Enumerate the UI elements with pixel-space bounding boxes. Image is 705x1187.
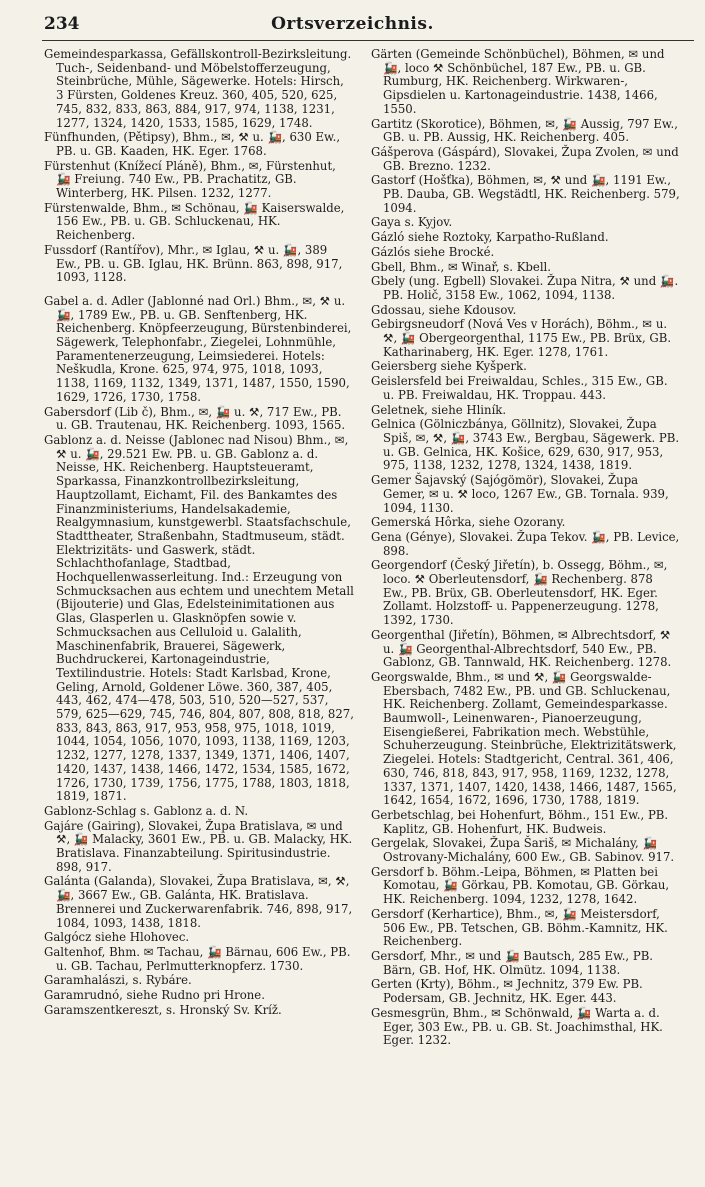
index-entry: Gerten (Krty), Böhm., ✉ Jechnitz, 379 Ew. PB. Podersam, GB. Jechnitz, HK. Eger. 443. xyxy=(371,977,647,1006)
index-entry: Georgswalde, Bhm., ✉ und ⚒, 🚂 Georgswalde-Ebersbach, 7482 Ew., PB. und GB. Schluckenau, HK. Reichenberg. Zollamt, Gemeindesparkasse. Baumwoll-, Leinenwaren-, Pianoerzeugung, Eisengießerei, Fabrikation mech. Webstühle, Schuherzeugung. Steinbrüche, Elektrizitätswerk, Ziegelei. Hotels: Stadtgericht, Central. 361, 406, 630, 746, 818, 843, 917, 958, 1169, 1232, 1278, 1337, 1371, 1407, 1420, 1438, 1466, 1487, 1565, 1642, 1654, 1672, 1696, 1730, 1788, 1819. xyxy=(371,669,681,808)
index-entry: Geislersfeld bei Freiwaldau, Schles., 315 Ew., GB. u. PB. Freiwaldau, HK. Troppau. 443. xyxy=(371,374,672,402)
index-entry: Garamszentkereszt, s. Hronský Sv. Kríž. xyxy=(44,1002,282,1017)
index-entry: Georgenthal (Jiřetín), Böhmen, ✉ Albrechtsdorf, ⚒ u. 🚂 Georgenthal-Albrechtsdorf, 540 Ew., PB. Gablonz, GB. Tannwald, HK. Reichenberg. 1278. xyxy=(371,627,675,670)
left-column xyxy=(44,47,358,1019)
index-entry: Gebirgsneudorf (Nová Ves v Horách), Böhm., ✉ u. ⚒, 🚂 Obergeorgenthal, 1175 Ew., PB. Brüx, GB. Katharinaberg, HK. Eger. 1278, 1761. xyxy=(371,317,675,359)
index-entry: Gartitz (Skorotice), Böhmen, ✉, 🚂 Aussig, 797 Ew., GB. u. PB. Aussig, HK. Reichenberg. 405. xyxy=(371,116,682,145)
index-entry: Gbely (ung. Egbell) Slovakei. Župa Nitra, ⚒ und 🚂. PB. Holič, 3158 Ew., 1062, 1094, 1138. xyxy=(371,274,682,302)
index-entry: Fürstenhut (Knížecí Pláně), Bhm., ✉, Fürstenhut, 🚂 Freiung. 740 Ew., PB. Prachatitz, GB. Winterberg, HK. Pilsen. 1232, 1277. xyxy=(44,158,340,201)
right-column xyxy=(371,47,684,1049)
index-entry: Gajáre (Gairing), Slovakei, Župa Bratislava, ✉ und ⚒, 🚂 Malacky, 3601 Ew., PB. u. GB. Malacky, HK. Bratislava. Finanzabteilung. Spiritusindustrie. 898, 917. xyxy=(44,818,356,874)
index-entry: Galgócz siehe Hlohovec. xyxy=(44,930,190,945)
index-entry: Geletnek, siehe Hliník. xyxy=(371,402,507,417)
index-entry: Gersdorf b. Böhm.-Leipa, Böhmen, ✉ Platten bei Komotau, 🚂 Görkau, PB. Komotau, GB. Görkau, HK. Reichenberg. 1094, 1232, 1278, 1642. xyxy=(371,864,673,907)
index-entry: Gemer Šajavský (Sajógömör), Slovakei, Župa Gemer, ✉ u. ⚒ loco, 1267 Ew., GB. Tornala. 939, 1094, 1130. xyxy=(371,473,673,515)
page-title: Ortsverzeichnis. xyxy=(271,14,434,34)
index-entry: Gabel a. d. Adler (Jablonné nad Orl.) Bhm., ✉, ⚒ u. 🚂, 1789 Ew., PB. u. GB. Senftenberg, HK. Reichenberg. Knöpfeerzeugung, Bürstenbinderei, Sägewerk, Telephonfabr., Ziegelei, Lohnmühle, Paramentenerzeugung, Leimsiederei. Hotels: Neškudla, Krone. 625, 974, 975, 1018, 1093, 1138, 1169, 1132, 1349, 1371, 1487, 1550, 1590, 1629, 1726, 1730, 1758. xyxy=(44,293,356,404)
index-entry: Gabersdorf (Lib č), Bhm., ✉, 🚂 u. ⚒, 717 Ew., PB. u. GB. Trautenau, HK. Reichenberg. 1093, 1565. xyxy=(44,404,346,433)
index-entry: Gersdorf, Mhr., ✉ und 🚂 Bautsch, 285 Ew., PB. Bärn, GB. Hof, HK. Olmütz. 1094, 1138. xyxy=(371,949,657,977)
index-entry: Fünfhunden, (Pětipsy), Bhm., ✉, ⚒ u. 🚂, 630 Ew., PB. u. GB. Kaaden, HK. Eger. 1768. xyxy=(44,130,344,158)
index-entry: Fussdorf (Rantířov), Mhr., ✉ Iglau, ⚒ u. 🚂, 389 Ew., PB. u. GB. Iglau, HK. Brünn. 863, 898, 917, 1093, 1128. xyxy=(44,242,347,285)
index-entry: Gersdorf (Kerhartice), Bhm., ✉, 🚂 Meistersdorf, 506 Ew., PB. Tetschen, GB. Böhm.-Kamnitz, HK. Reichenberg. xyxy=(371,906,672,949)
index-entry: Gesmesgrün, Bhm., ✉ Schönwald, 🚂 Warta a. d. Eger, 303 Ew., PB. u. GB. St. Joachimsthal, HK. Eger. 1232. xyxy=(371,1005,667,1048)
index-entry: Gemeindesparkassa, Gefällskontroll-Bezirksleitung. Tuch-, Seidenband- und Möbelstofferzeugung, Steinbrüche, Mühle, Sägewerke. Hotels: Hirsch, 3 Fürsten, Goldenes Kreuz. 360, 405, 520, 625, 745, 832, 833, 863, 884, 917, 974, 1138, 1231, 1277, 1324, 1420, 1533, 1585, 1629, 1748. xyxy=(44,47,355,130)
index-entry: Gelnica (Gölniczbánya, Göllnitz), Slovakei, Župa Spiš, ✉, ⚒, 🚂, 3743 Ew., Bergbau, Sägewerk. PB. u. GB. Gelnica, HK. Košice, 629, 630, 917, 953, 975, 1138, 1232, 1278, 1324, 1438, 1819. xyxy=(371,417,683,473)
index-entry: Gdossau, siehe Kdousov. xyxy=(371,302,517,317)
index-entry: Gášperova (Gáspárd), Slovakei, Župa Zvolen, ✉ und GB. Brezno. 1232. xyxy=(371,144,683,173)
index-entry: Gärten (Gemeinde Schönbüchel), Böhmen, ✉ und 🚂, loco ⚒ Schönbüchel, 187 Ew., PB. u. GB. Rumburg, HK. Reichenberg. Wirkwaren-, Gipsdielen u. Kartonageindustrie. 1438, 1466, 1550. xyxy=(371,47,669,116)
page-number: 234 xyxy=(44,14,80,34)
index-entry: Galtenhof, Bhm. ✉ Tachau, 🚂 Bärnau, 606 Ew., PB. u. GB. Tachau, Perlmutterknopferz. 1730. xyxy=(44,945,355,973)
index-entry: Garamrudnó, siehe Rudno pri Hrone. xyxy=(44,988,265,1003)
index-entry: Gablonz a. d. Neisse (Jablonec nad Nisou) Bhm., ✉, ⚒ u. 🚂, 29.521 Ew. PB. u. GB. Gablonz a. d. Neisse, HK. Reichenberg. Hauptsteueramt, Sparkassa, Finanzkontrollbezirksleitung, Hauptzollamt, Eichamt, Fil. des Bankamtes des Finanzministeriums, Handelsakademie, Realgymnasium, kunstgewerbl. Staatsfachschule, Stadttheater, Straßenbahn, Stadtmuseum, städt. Elektrizitäts- und Gaswerk, städt. Schlachthofanlage, Stadtbad, Hochquellenwasserleitung. Ind.: Erzeugung von Schmucksachen aus echtem und unechtem Metall (Bijouterie) und Glas, Edelsteinimitationen aus Glas, Glasperlen u. Glasknöpfen sowie v. Schmucksachen aus Celluloid u. Galalith, Maschinenfabrik, Brauerei, Sägewerk, Buchdruckerei, Kartonageindustrie, Textilindustrie. Hotels: Stadt Karlsbad, Krone, Geling, Arnold, Goldener Löwe. 360, 387, 405, 443, 462, 474—478, 503, 510, 520—527, 537, 579, 625—629, 745, 746, 804, 807, 808, 818, 827, 833, 843, 863, 917, 953, 958, 975, 1018, 1019, 1044, 1054, 1056, 1070, 1093, 1138, 1169, 1203, 1232, 1277, 1278, 1337, 1349, 1371, 1406, 1407, 1420, 1437, 1438, 1466, 1472, 1534, 1585, 1672, 1726, 1730, 1739, 1756, 1775, 1788, 1803, 1818, 1819, 1871. xyxy=(44,432,358,804)
index-entry: Gastorf (Hošťka), Böhmen, ✉, ⚒ und 🚂, 1191 Ew., PB. Dauba, GB. Wegstädtl, HK. Reichenberg. 579, 1094. xyxy=(371,173,684,215)
page-header xyxy=(0,8,705,36)
index-entry: Gerbetschlag, bei Hohenfurt, Böhm., 151 Ew., PB. Kaplitz, GB. Hohenfurt, HK. Budweis. xyxy=(371,807,672,836)
index-entry: Galánta (Galanda), Slovakei, Župa Bratislava, ✉, ⚒, 🚂, 3667 Ew., GB. Galánta, HK. Bratislava. Brennerei und Zuckerwarenfabrik. 746, 898, 917, 1084, 1093, 1438, 1818. xyxy=(44,874,356,930)
index-entry: Gena (Gényе), Slovakei. Župa Tekov. 🚂, PB. Levice, 898. xyxy=(371,529,683,558)
index-entry: Georgendorf (Český Jiřetín), b. Ossegg, Böhm., ✉, loco. ⚒ Oberleutensdorf, 🚂 Rechenberg. 878 Ew., PB. Brüx, GB. Oberleutensdorf, HK. Eger. Zollamt. Holzstoff- u. Pappenerzeugung. 1278, 1392, 1730. xyxy=(371,558,672,628)
index-entry: Gergelak, Slovakei, Župa Šariš, ✉ Michalány, 🚂 Ostrovany-Michalány, 600 Ew., GB. Sabinov. 917. xyxy=(371,836,675,865)
index-entry: Gemerská Hôrka, siehe Ozorany. xyxy=(371,515,566,530)
index-entry: Gbell, Bhm., ✉ Winař, s. Kbell. xyxy=(371,259,552,274)
index-entry: Gázló siehe Roztoky, Karpatho-Rußland. xyxy=(371,230,609,245)
header-rule xyxy=(42,40,694,41)
index-entry: Gaya s. Kyjov. xyxy=(371,215,453,230)
index-entry: Garamhalászi, s. Rybáre. xyxy=(44,973,192,988)
index-entry: Gablonz-Schlag s. Gablonz a. d. N. xyxy=(44,803,249,818)
index-entry: Geiersberg siehe Kyšperk. xyxy=(371,359,527,374)
index-entry: Gázlós siehe Brocké. xyxy=(371,244,495,259)
index-entry: Fürstenwalde, Bhm., ✉ Schönau, 🚂 Kaiserswalde, 156 Ew., PB. u. GB. Schluckenau, HK. Reichenberg. xyxy=(44,200,349,243)
